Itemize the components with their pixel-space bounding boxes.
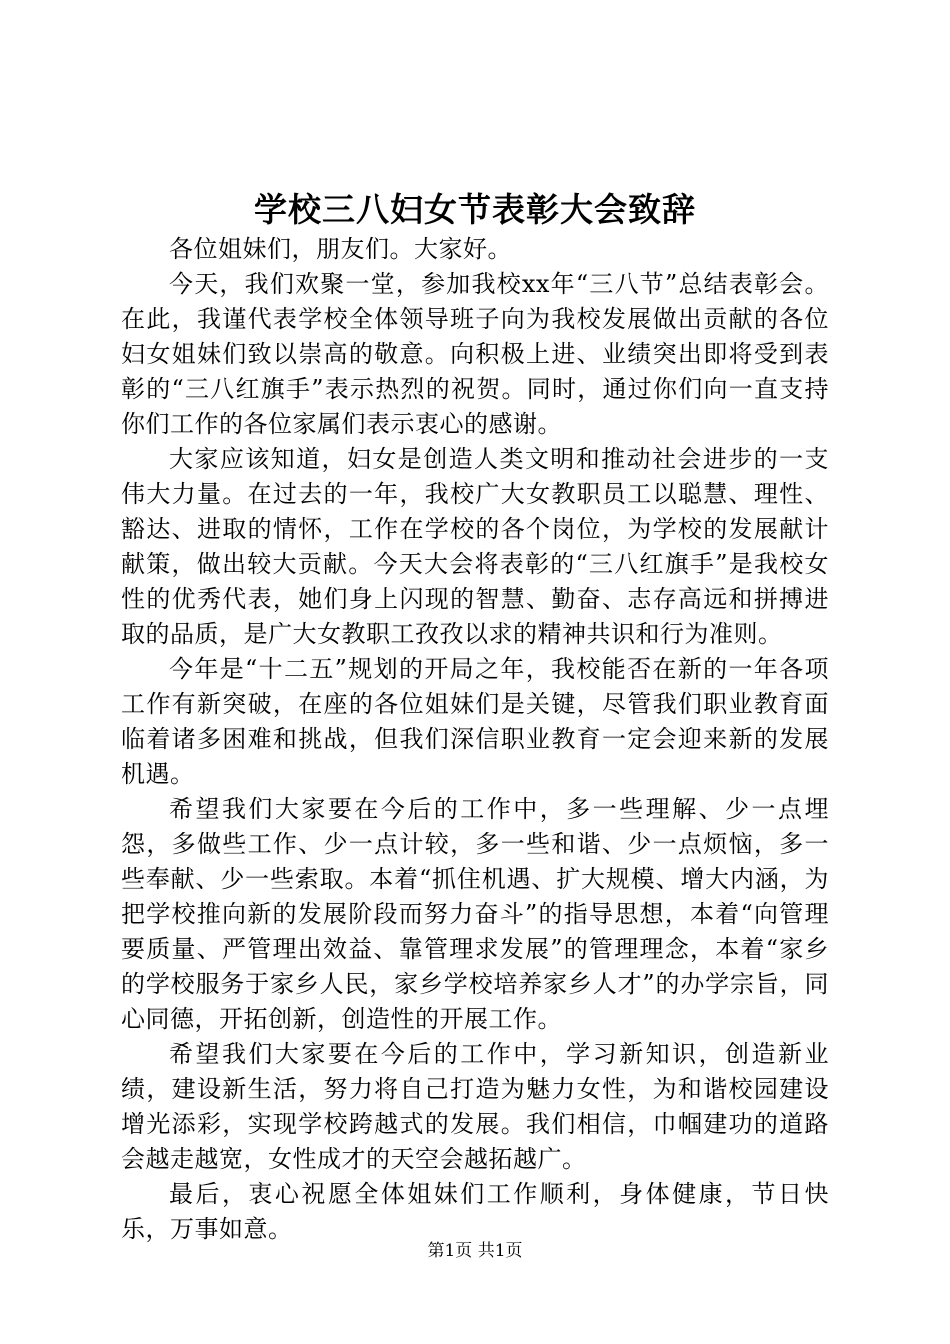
body-paragraph: 希望我们大家要在今后的工作中，学习新知识，创造新业绩，建设新生活，努力将自己打造为魅力女性，为和谐校园建设增光添彩，实现学校跨越式的发展。我们相信，巾帼建功的道路会越走越宽，女性成才的天空会越拓越广。 bbox=[121, 1040, 829, 1173]
body-paragraph: 希望我们大家要在今后的工作中，多一些理解、少一点埋怨，多做些工作、少一点计较，多一些和谐、少一点烦恼，多一些奉献、少一些索取。本着“抓住机遇、扩大规模、增大内涵，为把学校推向新的发展阶段而努力奋斗”的指导思想，本着“向管理要质量、严管理出效益、靠管理求发展”的管理理念，本着“家乡的学校服务于家乡人民，家乡学校培养家乡人才”的办学宗旨，同心同德，开拓创新，创造性的开展工作。 bbox=[121, 795, 829, 1033]
document-title: 学校三八妇女节表彰大会致辞 bbox=[254, 190, 696, 229]
greeting-paragraph: 各位姐妹们，朋友们。大家好。 bbox=[169, 235, 512, 263]
document-body bbox=[121, 232, 829, 1247]
page-number-footer: 第1页 共1页 bbox=[427, 1241, 523, 1261]
body-paragraph: 大家应该知道，妇女是创造人类文明和推动社会进步的一支伟大力量。在过去的一年，我校广大女教职员工以聪慧、理性、豁达、进取的情怀，工作在学校的各个岗位，为学校的发展献计献策，做出较大贡献。今天大会将表彰的“三八红旗手”是我校女性的优秀代表，她们身上闪现的智慧、勤奋、志存高远和拼搏进取的品质，是广大女教职工孜孜以求的精神共识和行为准则。 bbox=[121, 445, 829, 648]
closing-paragraph: 最后，衷心祝愿全体姐妹们工作顺利，身体健康，节日快乐，万事如意。 bbox=[121, 1180, 829, 1243]
body-paragraph: 今天，我们欢聚一堂，参加我校xx年“三八节”总结表彰会。在此，我谨代表学校全体领导班子向为我校发展做出贡献的各位妇女姐妹们致以崇高的敬意。向积极上进、业绩突出即将受到表彰的“三八红旗手”表示热烈的祝贺。同时，通过你们向一直支持你们工作的各位家属们表示衷心的感谢。 bbox=[121, 270, 829, 438]
body-paragraph: 今年是“十二五”规划的开局之年，我校能否在新的一年各项工作有新突破，在座的各位姐妹们是关键，尽管我们职业教育面临着诸多困难和挑战，但我们深信职业教育一定会迎来新的发展机遇。 bbox=[121, 655, 829, 788]
